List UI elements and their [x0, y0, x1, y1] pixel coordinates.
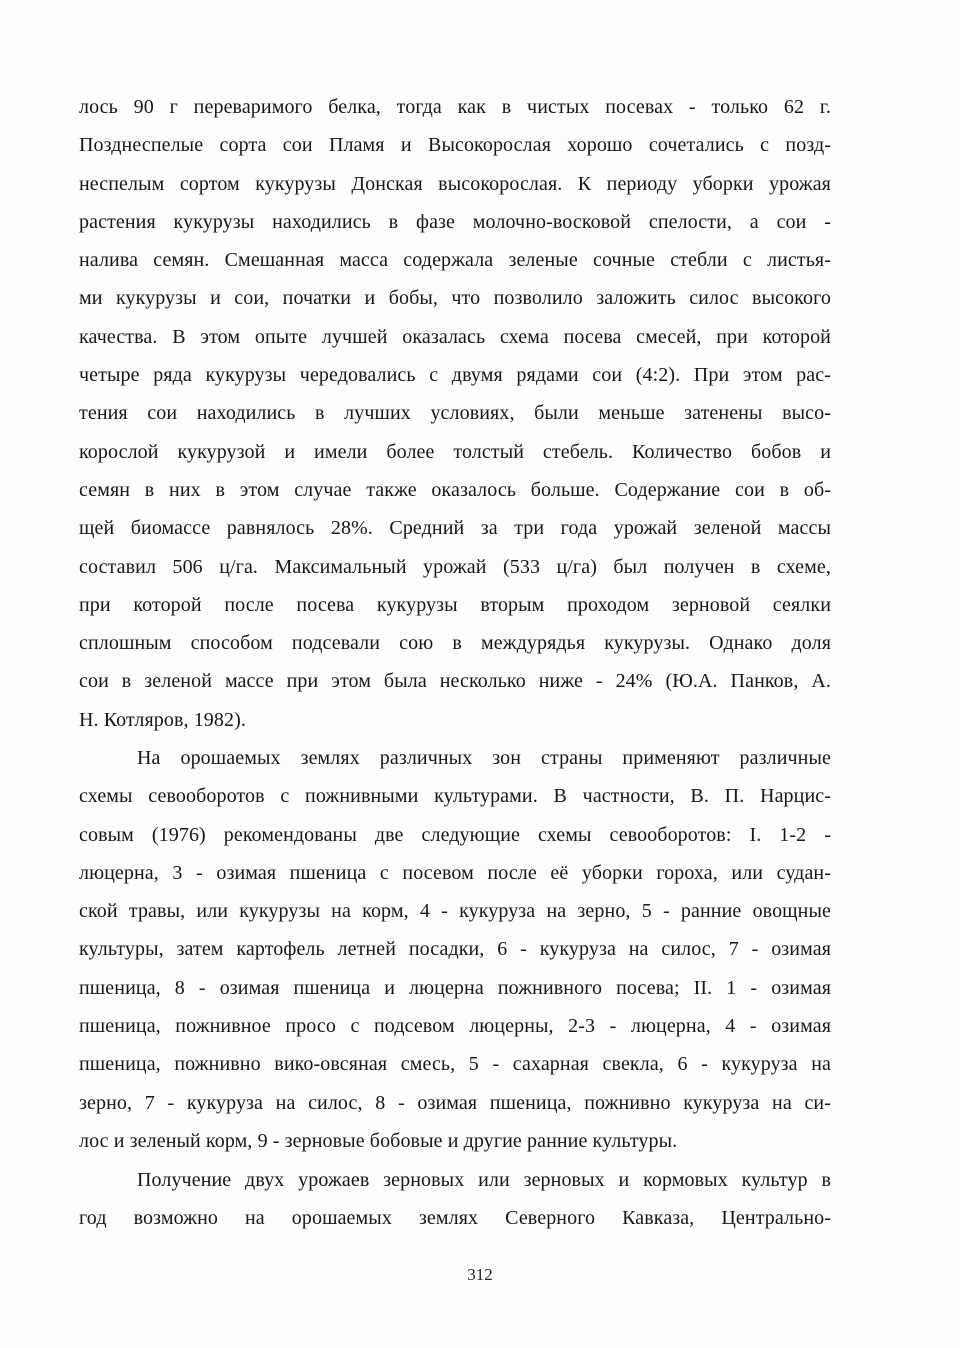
page-number: 312	[467, 1265, 493, 1284]
text-line: На орошаемых землях различных зон страны применяют различные	[137, 747, 831, 769]
text-line: зерно, 7 - кукуруза на силос, 8 - озимая пшеница, пожнивно кукуруза на си-	[79, 1091, 831, 1114]
text-line: схемы севооборотов с пожнивными культурами. В частности, В. П. Нарцис-	[79, 785, 831, 808]
text-line: растения кукурузы находились в фазе молочно-восковой спелости, а сои -	[79, 210, 831, 233]
text-line: люцерна, 3 - озимая пшеница с посевом после её уборки гороха, или судан-	[79, 861, 831, 884]
paragraph-3	[79, 1161, 831, 1238]
text-line: пшеница, пожнивно вико-овсяная смесь, 5 - сахарная свекла, 6 - кукуруза на	[79, 1053, 831, 1076]
text-line: пшеница, пожнивное просо с подсевом люцерны, 2-3 - люцерна, 4 - озимая	[79, 1015, 831, 1038]
text-line: культуры, затем картофель летней посадки, 6 - кукуруза на силос, 7 - озимая	[79, 938, 831, 961]
text-line: совым (1976) рекомендованы две следующие схемы севооборотов: I. 1-2 -	[79, 823, 831, 846]
text-line: Получение двух урожаев зерновых или зерновых и кормовых культур в	[137, 1169, 831, 1191]
text-line: семян в них в этом случае также оказалось больше. Содержание сои в об-	[79, 478, 831, 501]
text-line: сои в зеленой массе при этом была несколько ниже - 24% (Ю.А. Панков, А.	[79, 670, 831, 693]
text-line: год возможно на орошаемых землях Северного Кавказа, Центрально-	[79, 1207, 831, 1230]
text-line: щей биомассе равнялось 28%. Средний за три года урожай зеленой массы	[79, 517, 831, 540]
text-line: составил 506 ц/га. Максимальный урожай (533 ц/га) был получен в схеме,	[79, 555, 831, 578]
text-line: четыре ряда кукурузы чередовались с двумя рядами сои (4:2). При этом рас-	[79, 364, 831, 387]
text-line: ской травы, или кукурузы на корм, 4 - кукуруза на зерно, 5 - ранние овощные	[79, 900, 831, 923]
text-line: неспелым сортом кукурузы Донская высокорослая. К периоду уборки урожая	[79, 172, 831, 195]
text-line: Позднеспелые сорта сои Пламя и Высокорослая хорошо сочетались с позд-	[79, 134, 831, 157]
text-line: налива семян. Смешанная масса содержала зеленые сочные стебли с листья-	[79, 249, 831, 272]
text-line: качества. В этом опыте лучшей оказалась схема посева смесей, при которой	[79, 325, 831, 348]
text-line: корослой кукурузой и имели более толстый стебель. Количество бобов и	[79, 440, 831, 463]
text-line: пшеница, 8 - озимая пшеница и люцерна пожнивного посева; II. 1 - озимая	[79, 976, 831, 999]
paragraph-1	[79, 88, 831, 739]
text-line: при которой после посева кукурузы вторым проходом зерновой сеялки	[79, 593, 831, 616]
text-line: лос и зеленый корм, 9 - зерновые бобовые и другие ранние культуры.	[79, 1129, 678, 1152]
text-line: Н. Котляров, 1982).	[79, 708, 246, 731]
text-line: лось 90 г переваримого белка, тогда как в чистых посевах - только 62 г.	[79, 96, 831, 118]
paragraph-2	[79, 739, 831, 1160]
text-line: тения сои находились в лучших условиях, были меньше затенены высо-	[79, 402, 831, 425]
text-line: сплошным способом подсевали сою в междурядья кукурузы. Однако доля	[79, 632, 831, 655]
text-line: ми кукурузы и сои, початки и бобы, что позволило заложить силос высокого	[79, 287, 831, 310]
